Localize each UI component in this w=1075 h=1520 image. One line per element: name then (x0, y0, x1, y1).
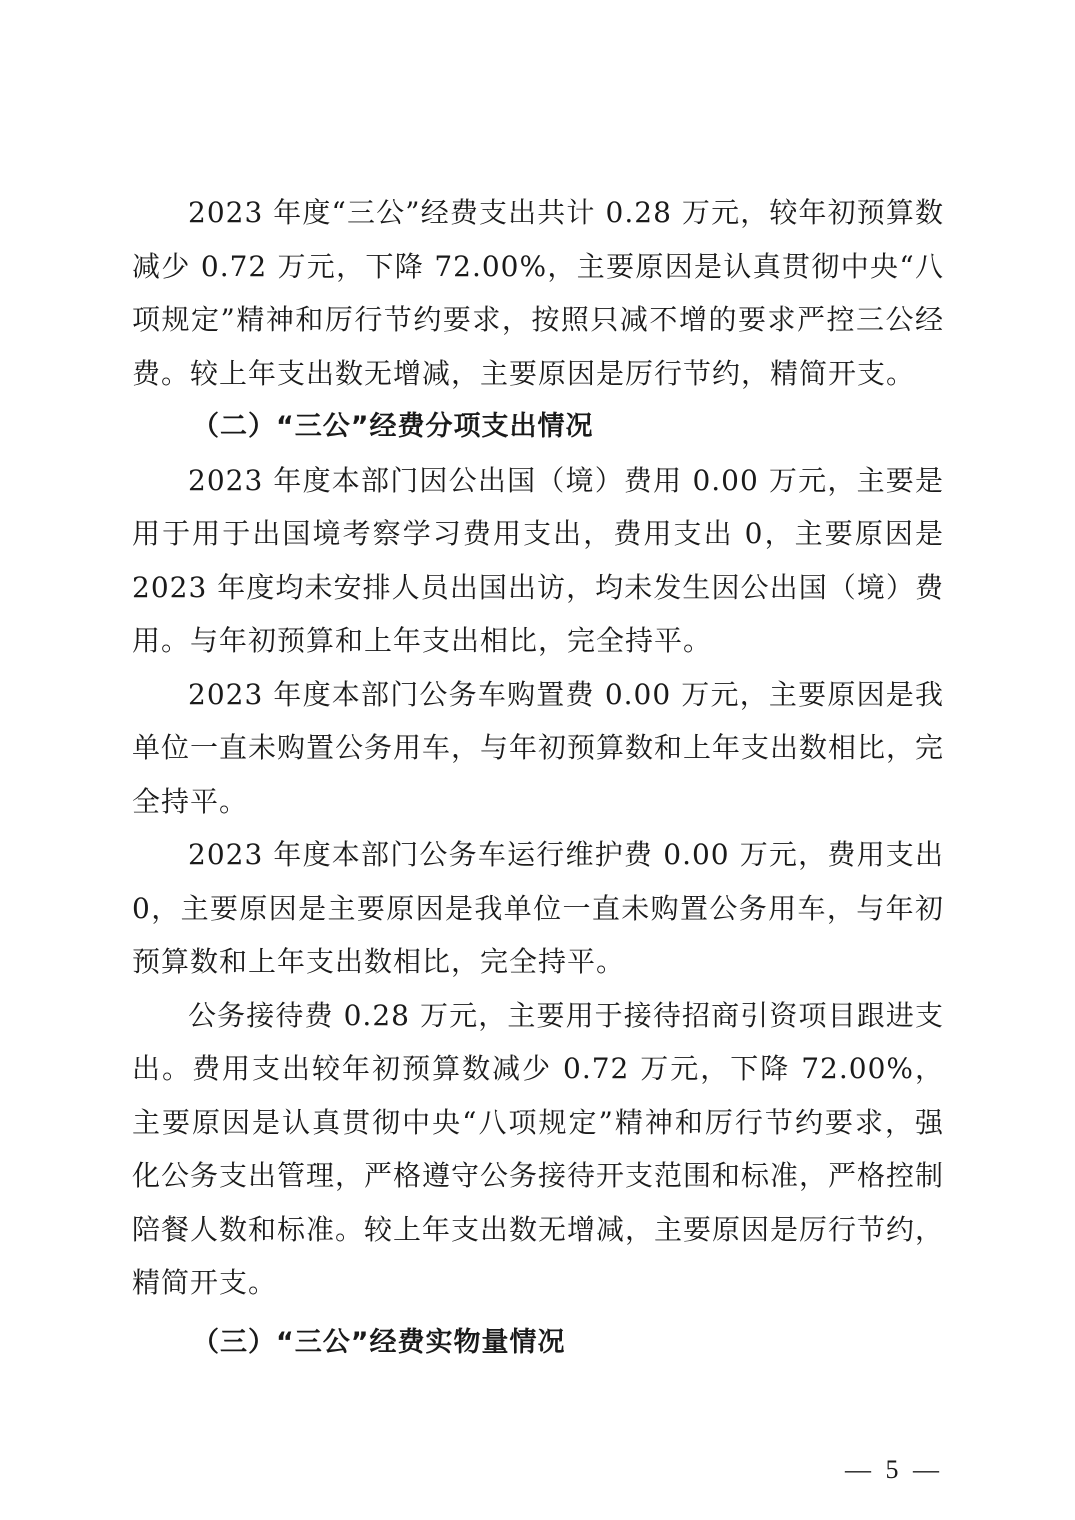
paragraph-reception-expense: 公务接待费 0.28 万元，主要用于接待招商引资项目跟进支出。费用支出较年初预算数减少 0.72 万元，下降 72.00%，主要原因是认真贯彻中央“八项规定”精神和厉行节约要求，强化公务支出管理，严格遵守公务接待开支范围和标准，严格控制陪餐人数和标准。较上年支出数无增减，主要原因是厉行节约，精简开支。 (132, 998, 945, 1299)
section-heading-physical-quantity: （三）“三公”经费实物量情况 (192, 1326, 566, 1358)
page-number: — 5 — (845, 1455, 943, 1484)
section-heading-itemized: （二）“三公”经费分项支出情况 (192, 411, 594, 442)
paragraph-overseas-travel: 2023 年度本部门因公出国（境）费用 0.00 万元，主要是用于用于出国境考察学习费用支出，费用支出 0，主要原因是 2023 年度均未安排人员出国出访，均未发生因公出国（境）费用。与年初预算和上年支出相比，完全持平。 (132, 463, 944, 657)
document-body (132, 186, 944, 1369)
paragraph-vehicle-purchase: 2023 年度本部门公务车购置费 0.00 万元，主要原因是我单位一直未购置公务用车，与年初预算数和上年支出数相比，完全持平。 (132, 677, 945, 818)
paragraph-total-expenditure: 2023 年度“三公”经费支出共计 0.28 万元，较年初预算数减少 0.72 万元，下降 72.00%，主要原因是认真贯彻中央“八项规定”精神和厉行节约要求，按照只减不增的要求严控三公经费。较上年支出数无增减，主要原因是厉行节约，精简开支。 (132, 196, 944, 390)
paragraph-vehicle-maintenance: 2023 年度本部门公务车运行维护费 0.00 万元，费用支出 0，主要原因是主要原因是我单位一直未购置公务用车，与年初预算数和上年支出数相比，完全持平。 (132, 838, 944, 978)
